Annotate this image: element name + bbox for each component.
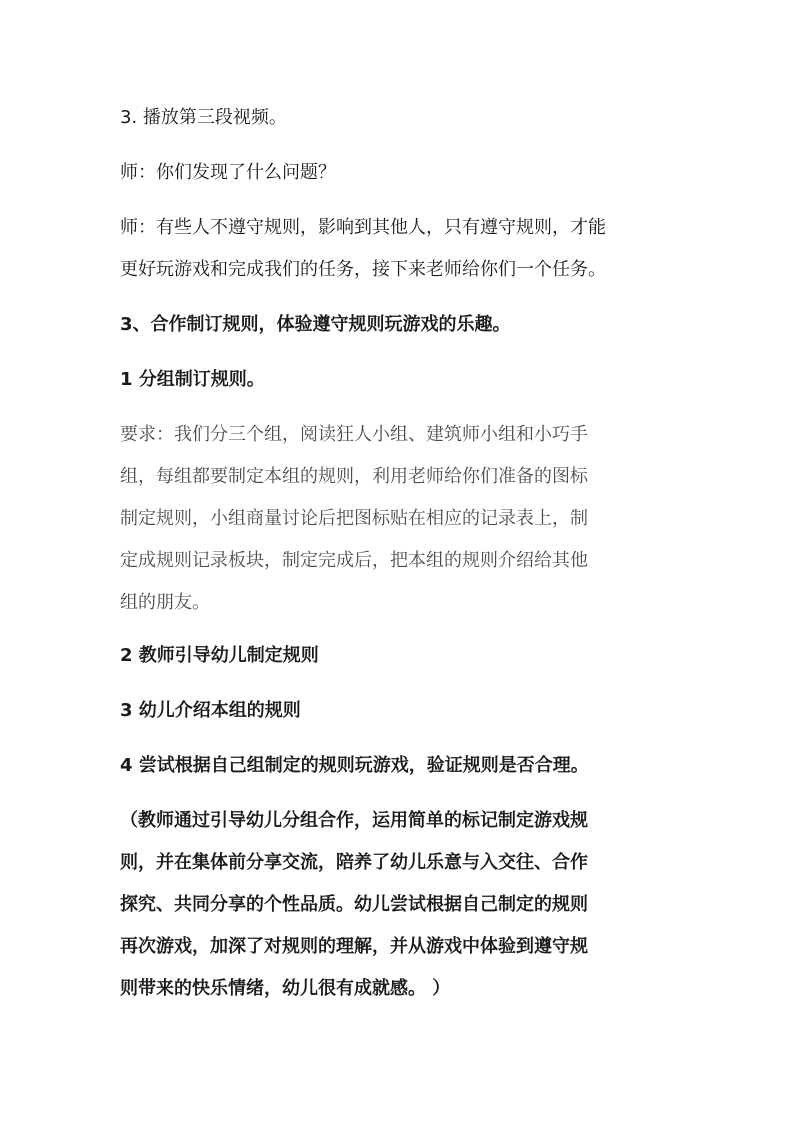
requirements-line-5: 组的朋友。	[120, 592, 210, 613]
section-heading-3: 3、合作制订规则，体验遵守规则玩游戏的乐趣。	[120, 314, 511, 335]
note-line-3: 探究、共同分享的个性品质。幼儿尝试根据自己制定的规则	[120, 894, 588, 915]
paragraph-step-3: 3. 播放第三段视频。	[120, 107, 287, 128]
subheading-3: 3 幼儿介绍本组的规则	[120, 700, 301, 721]
note-line-2: 则，并在集体前分享交流，陪养了幼儿乐意与入交往、合作	[120, 852, 588, 873]
requirements-line-4: 定成规则记录板块，制定完成后，把本组的规则介绍给其他	[120, 550, 588, 571]
subheading-1: 1 分组制订规则。	[120, 369, 265, 390]
teacher-statement-line-1: 师：有些人不遵守规则，影响到其他人，只有遵守规则，才能	[120, 217, 606, 238]
note-line-5: 则带来的快乐情绪，幼儿很有成就感。 ）	[120, 978, 451, 999]
requirements-line-2: 组，每组都要制定本组的规则，利用老师给你们准备的图标	[120, 466, 588, 487]
teacher-statement-line-2: 更好玩游戏和完成我们的任务，接下来老师给你们一个任务。	[120, 259, 606, 280]
subheading-4: 4 尝试根据自己组制定的规则玩游戏，验证规则是否合理。	[120, 755, 589, 776]
requirements-line-1: 要求：我们分三个组，阅读狂人小组、建筑师小组和小巧手	[120, 424, 588, 445]
note-line-1: （教师通过引导幼儿分组合作，运用简单的标记制定游戏规	[120, 810, 588, 831]
teacher-question: 师：你们发现了什么问题？	[120, 162, 336, 183]
requirements-line-3: 制定规则，小组商量讨论后把图标贴在相应的记录表上，制	[120, 508, 588, 529]
subheading-2: 2 教师引导幼儿制定规则	[120, 645, 319, 666]
note-line-4: 再次游戏，加深了对规则的理解，并从游戏中体验到遵守规	[120, 936, 588, 957]
